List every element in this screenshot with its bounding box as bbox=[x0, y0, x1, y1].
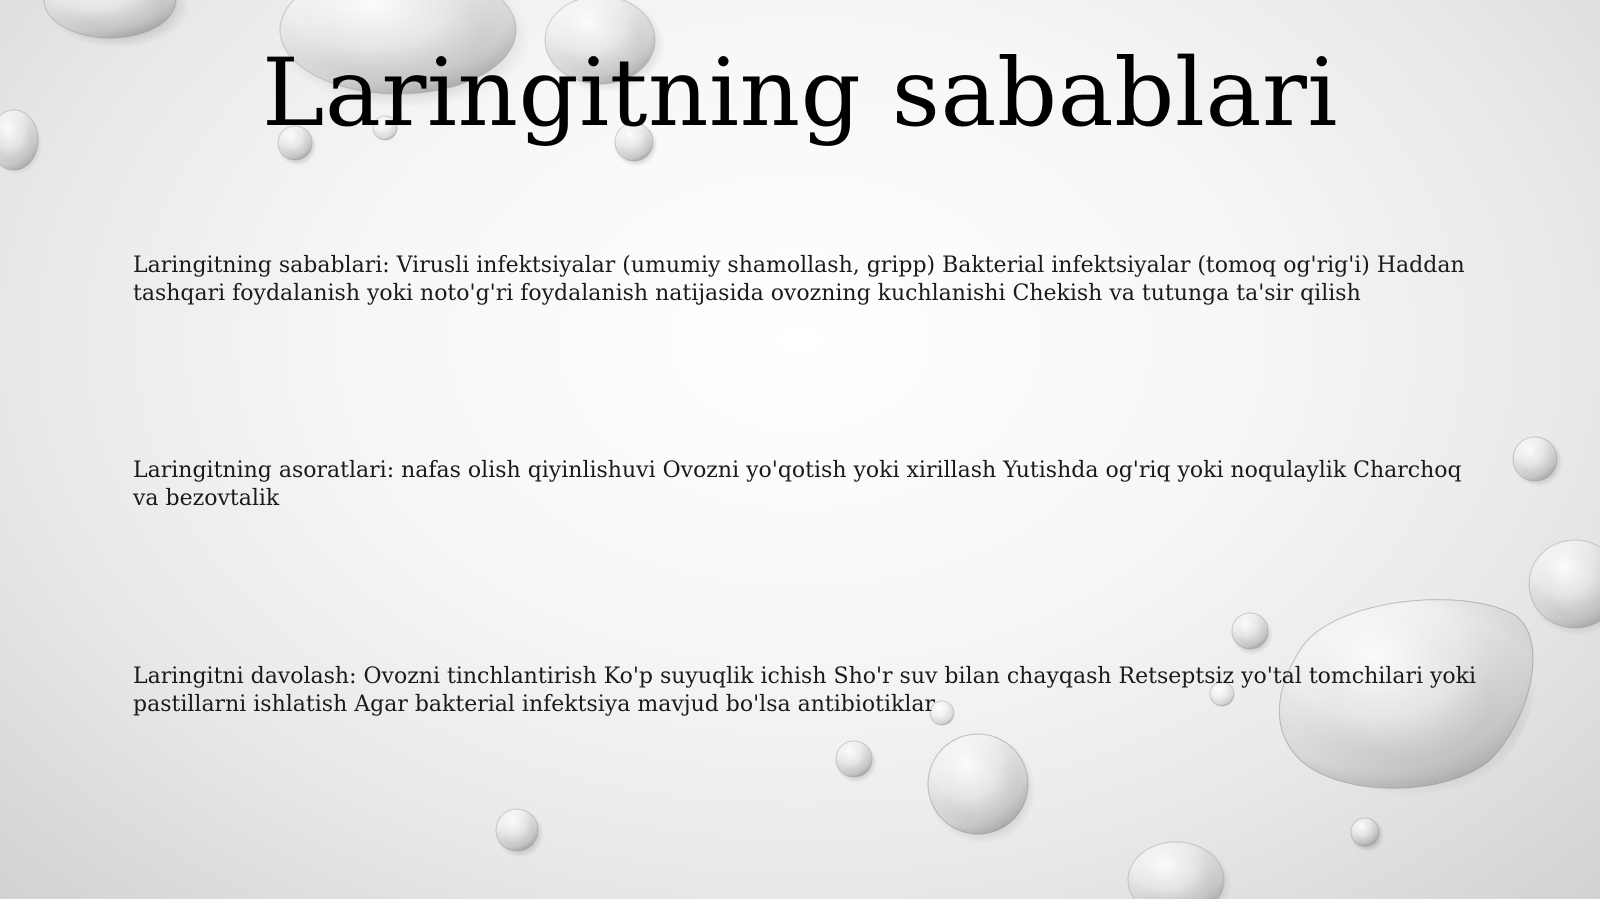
slide-title: Laringitning sabablari bbox=[262, 39, 1338, 148]
paragraph-causes: Laringitning sabablari: Virusli infektsiyalar (umumiy shamollash, gripp) Bakterial infektsiyalar (tomoq og'rig'i) Haddan tashqari foydalanish yoki noto'g'ri foydalanish natijasida ovozning kuchlanishi Chekish va tutunga ta'sir qilish bbox=[133, 253, 1465, 306]
paragraph-complications: Laringitning asoratlari: nafas olish qiyinlishuvi Ovozni yo'qotish yoki xirillash Yutishda og'riq yoki noqulaylik Charchoq va bezovtalik bbox=[133, 458, 1462, 511]
paragraph-treatment: Laringitni davolash: Ovozni tinchlantirish Ko'p suyuqlik ichish Sho'r suv bilan chayqash Retseptsiz yo'tal tomchilari yoki pastillarni ishlatish Agar bakterial infektsiya mavjud bo'lsa antibiotiklar bbox=[133, 664, 1477, 717]
